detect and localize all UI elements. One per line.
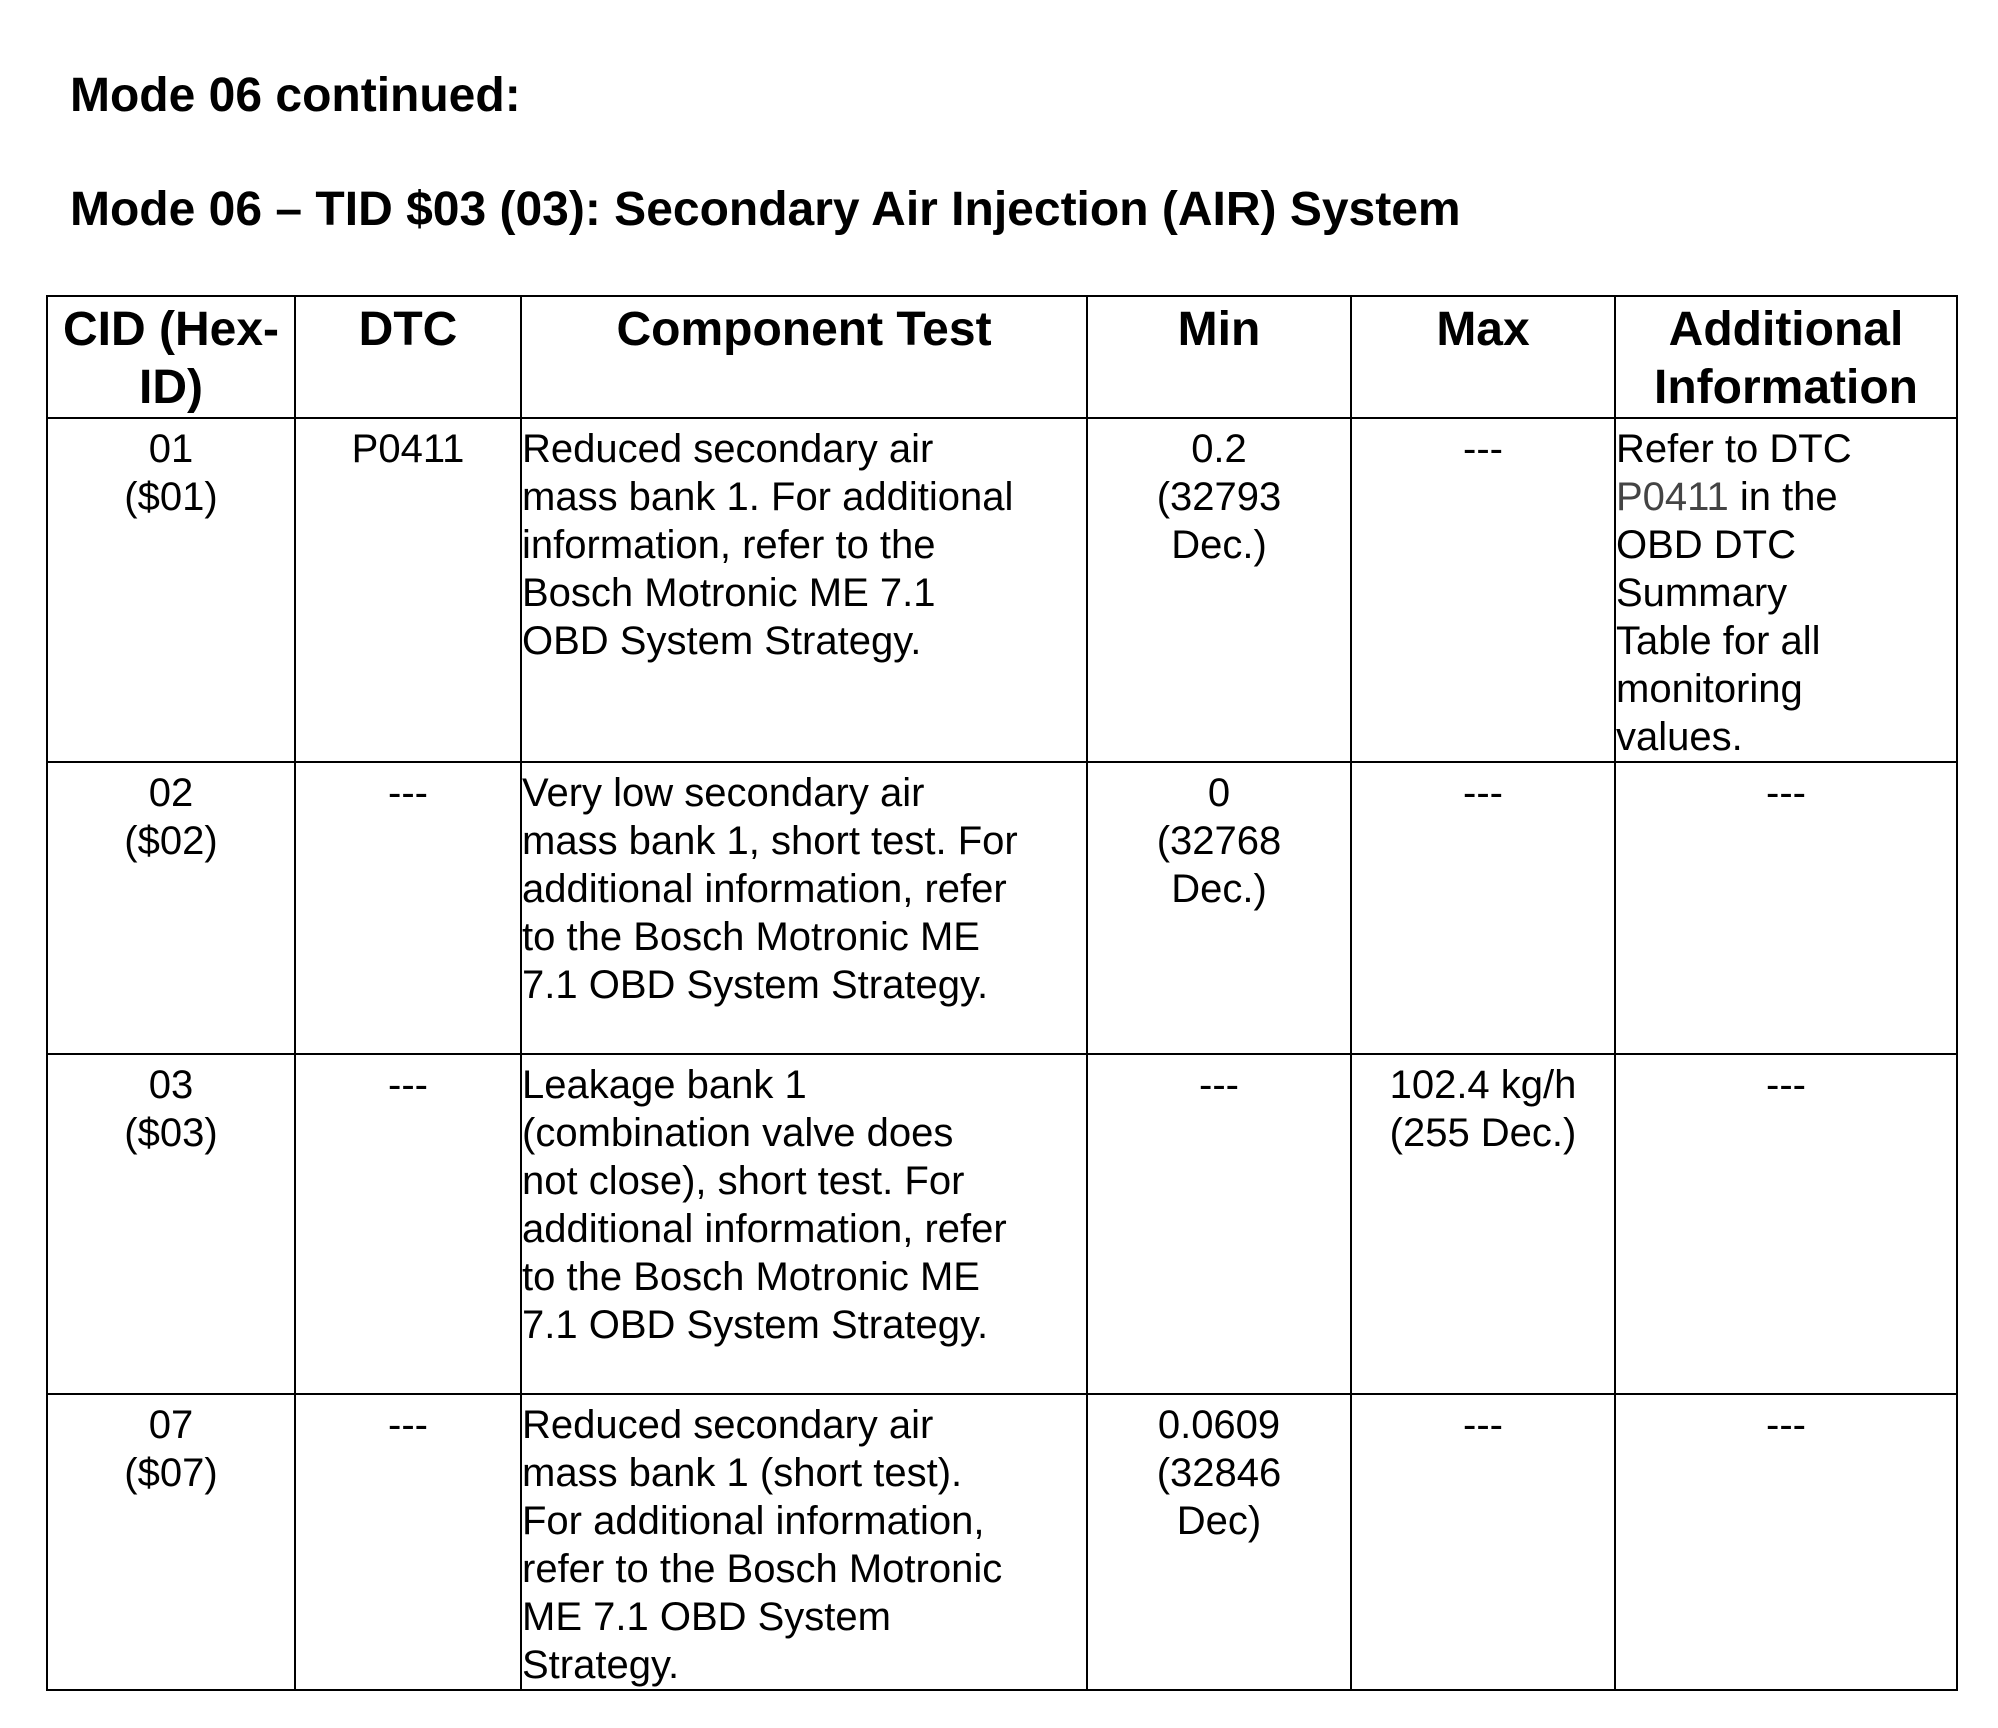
header-min [1087,296,1351,418]
test-line: to the Bosch Motronic ME [522,915,980,959]
info-line [1616,473,1956,521]
test-line: mass bank 1. For additional [522,475,1014,519]
hex-value: ($01) [124,475,218,519]
min-cell [1087,762,1351,1054]
header-cid [47,296,295,418]
component-test-cell [521,1394,1087,1690]
header-additional-info [1615,296,1957,418]
test-line: ME 7.1 OBD System [522,1595,891,1639]
dtc-cell [295,1394,521,1690]
dtc-value: P0411 [351,427,465,471]
header-cid-label: CID [62,303,146,356]
mode06-table [46,295,1958,1691]
test-line: additional information, refer [522,1207,1007,1251]
max-line: --- [1463,1403,1503,1447]
cid-cell [47,418,295,762]
header-information-label: Information [1654,361,1918,414]
info-line: monitoring [1616,667,1803,711]
test-line: (combination valve does [522,1111,954,1155]
section-title: Mode 06 – TID $03 (03): Secondary Air Injection (AIR) System [70,183,1461,236]
page-continued-heading: Mode 06 continued: [70,69,521,122]
test-line: not close), short test. For [522,1159,965,1203]
max-line: --- [1463,427,1503,471]
cid-value: 03 [148,1063,194,1107]
min-line: 0.2 [1191,427,1247,471]
test-line: Leakage bank 1 [522,1063,807,1107]
test-line: additional information, refer [522,867,1007,911]
cid-value: 02 [148,771,194,815]
info-line: --- [1766,1403,1806,1447]
table-row [47,1394,1957,1690]
test-line: refer to the Bosch Motronic [522,1547,1003,1591]
test-line: mass bank 1 (short test). [522,1451,963,1495]
min-line: Dec.) [1171,523,1267,567]
test-line: 7.1 OBD System Strategy. [522,1303,989,1347]
cid-value: 01 [148,427,194,471]
test-line: Strategy. [522,1643,680,1687]
test-line: Reduced secondary air [522,1403,934,1447]
test-line: For additional information, [522,1499,985,1543]
test-line: Reduced secondary air [522,427,934,471]
max-line: (255 Dec.) [1389,1111,1577,1155]
cid-cell [47,1394,295,1690]
test-line: mass bank 1, short test. For [522,819,1018,863]
header-component-test [521,296,1087,418]
test-line: information, refer to the [522,523,936,567]
cid-cell [47,1054,295,1394]
min-line: --- [1199,1063,1239,1107]
test-line: Very low secondary air [522,771,925,815]
info-line: --- [1766,771,1806,815]
min-cell [1087,418,1351,762]
table-row [47,762,1957,1054]
test-line: 7.1 OBD System Strategy. [522,963,989,1007]
hex-value: ($03) [124,1111,218,1155]
info-line [1616,425,1956,473]
max-line: 102.4 kg/h [1389,1063,1577,1107]
dtc-value: --- [388,1063,428,1107]
dtc-value: --- [388,1403,428,1447]
max-cell [1351,418,1615,762]
max-cell [1351,762,1615,1054]
table-header-row [47,296,1957,418]
min-line: (32768 [1156,819,1282,863]
info-line: Summary [1616,571,1788,615]
max-cell [1351,1394,1615,1690]
additional-info-cell [1615,418,1957,762]
header-min-label: Min [1177,303,1261,356]
additional-info-cell [1615,1054,1957,1394]
table-row [47,1054,1957,1394]
header-component-test-label: Component Test [616,303,992,356]
hex-value: ($07) [124,1451,218,1495]
info-line: values. [1616,715,1743,759]
cid-value: 07 [148,1403,194,1447]
dtc-value: --- [388,771,428,815]
min-cell [1087,1394,1351,1690]
component-test-cell [521,762,1087,1054]
info-line: OBD DTC [1616,523,1796,567]
info-line: Table for all [1616,619,1821,663]
header-max [1351,296,1615,418]
info-line: --- [1766,1063,1806,1107]
dtc-cell [295,762,521,1054]
header-max-label: Max [1436,303,1530,356]
min-line: 0.0609 [1157,1403,1281,1447]
max-cell [1351,1054,1615,1394]
dtc-cell [295,418,521,762]
info-text: in the [1728,475,1838,519]
test-line: Bosch Motronic ME 7.1 [522,571,936,615]
test-line: to the Bosch Motronic ME [522,1255,980,1299]
info-text: Refer to DTC [1616,427,1852,471]
component-test-cell [521,418,1087,762]
min-line: (32793 [1156,475,1282,519]
min-line: (32846 [1156,1451,1282,1495]
header-dtc [295,296,521,418]
min-line: 0 [1207,771,1231,815]
dtc-reference-link[interactable]: P0411 [1616,475,1729,519]
max-line: --- [1463,771,1503,815]
min-line: Dec.) [1171,867,1267,911]
dtc-cell [295,1054,521,1394]
cid-cell [47,762,295,1054]
header-dtc-label: DTC [358,303,458,356]
min-cell [1087,1054,1351,1394]
hex-value: ($02) [124,819,218,863]
table-row [47,418,1957,762]
header-additional-label: Additional [1668,303,1904,356]
test-line: OBD System Strategy. [522,619,922,663]
additional-info-cell [1615,762,1957,1054]
component-test-cell [521,1054,1087,1394]
min-line: Dec) [1176,1499,1262,1543]
additional-info-cell [1615,1394,1957,1690]
header-hex-label: (Hex-ID) [139,303,280,414]
